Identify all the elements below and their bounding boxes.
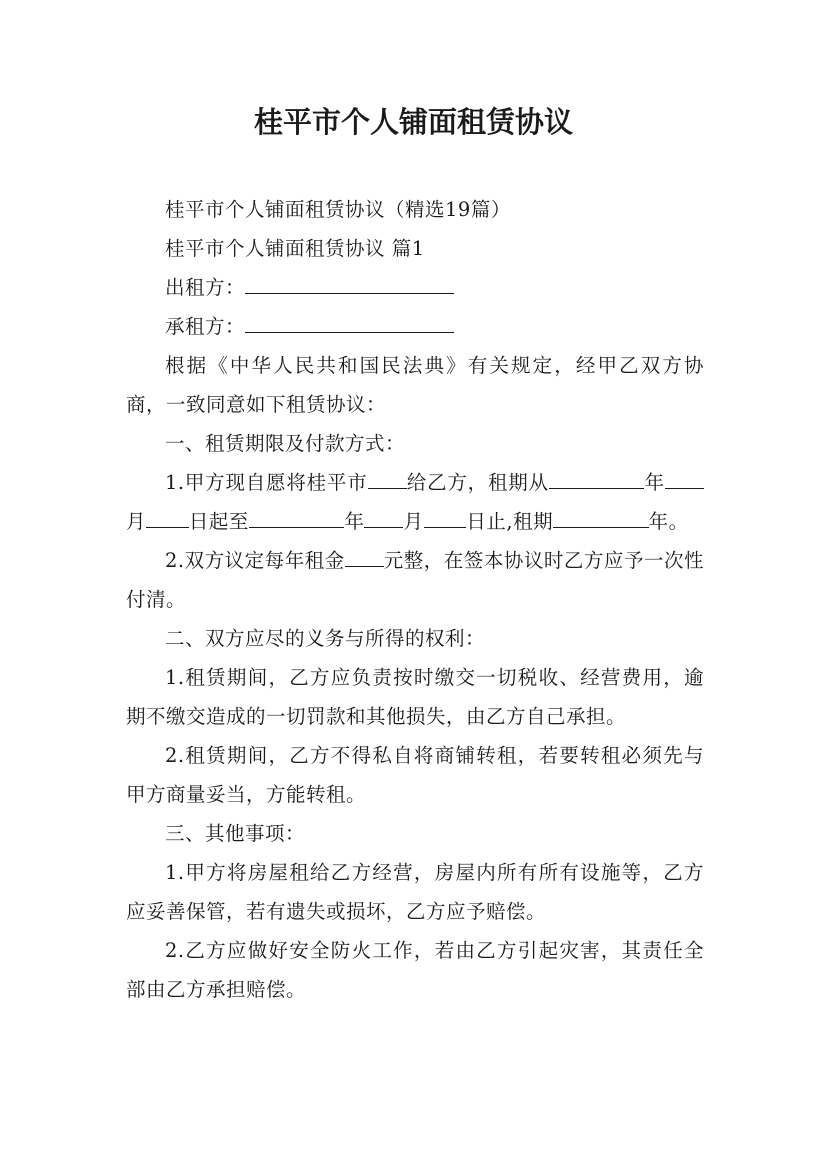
section3-heading: 三、其他事项： [165,822,306,845]
start-month-blank [665,468,704,489]
term-text: 年 [644,471,665,494]
section2-heading: 二、双方应尽的义务与所得的权利： [165,627,486,650]
lessee-line [126,307,704,346]
end-month-blank [364,507,403,528]
term-text: 年。 [648,510,689,533]
location-blank [368,468,407,489]
rent-amount-blank [345,546,384,567]
rent-text: 元整，在签本协议时乙方应予一次性付清。 [126,549,704,611]
term-text: 1.甲方现自愿将桂平市 [165,471,368,494]
section-title-line: 桂平市个人铺面租赁协议 篇1 [165,237,425,260]
section2-item-2: 2.租赁期间，乙方不得私自将商铺转租，若要转租必须先与甲方商量妥当，方能转租。 [126,744,704,806]
rent-text: 2.双方议定每年租金 [165,549,345,572]
term-text: 日止,租期 [466,510,554,533]
subtitle-line: 桂平市个人铺面租赁协议（精选19篇） [165,198,511,221]
section3-item-1: 1.甲方将房屋租给乙方经营，房屋内所有所有设施等，乙方应妥善保管，若有遗失或损坏，乙方应予赔偿。 [126,861,704,923]
document-title: 桂平市个人铺面租赁协议 [253,105,573,139]
term-text: 给乙方，租期从 [406,471,549,494]
term-text: 月 [126,510,147,533]
term-text: 日起至 [188,510,249,533]
document-body [126,190,704,1009]
term-text: 年 [344,510,365,533]
start-day-blank [146,507,189,528]
term-text: 月 [403,510,424,533]
start-year-blank [549,468,645,489]
lessor-label: 出租方： [165,276,246,299]
term-length-blank [553,507,649,528]
intro-paragraph: 根据《中华人民共和国民法典》有关规定，经甲乙双方协商，一致同意如下租赁协议： [126,354,704,416]
lessee-label: 承租方： [165,315,246,338]
lessor-blank [245,273,454,294]
term-paragraph [126,463,704,541]
end-day-blank [424,507,467,528]
lessor-line [126,268,704,307]
lessee-blank [245,312,454,333]
section2-item-1: 1.租赁期间，乙方应负责按时缴交一切税收、经营费用，逾期不缴交造成的一切罚款和其他损失，由乙方自己承担。 [126,666,704,728]
rent-paragraph [126,541,704,619]
end-year-blank [249,507,345,528]
section3-item-2: 2.乙方应做好安全防火工作，若由乙方引起灾害，其责任全部由乙方承担赔偿。 [126,939,704,1001]
section1-heading: 一、租赁期限及付款方式： [165,432,406,455]
